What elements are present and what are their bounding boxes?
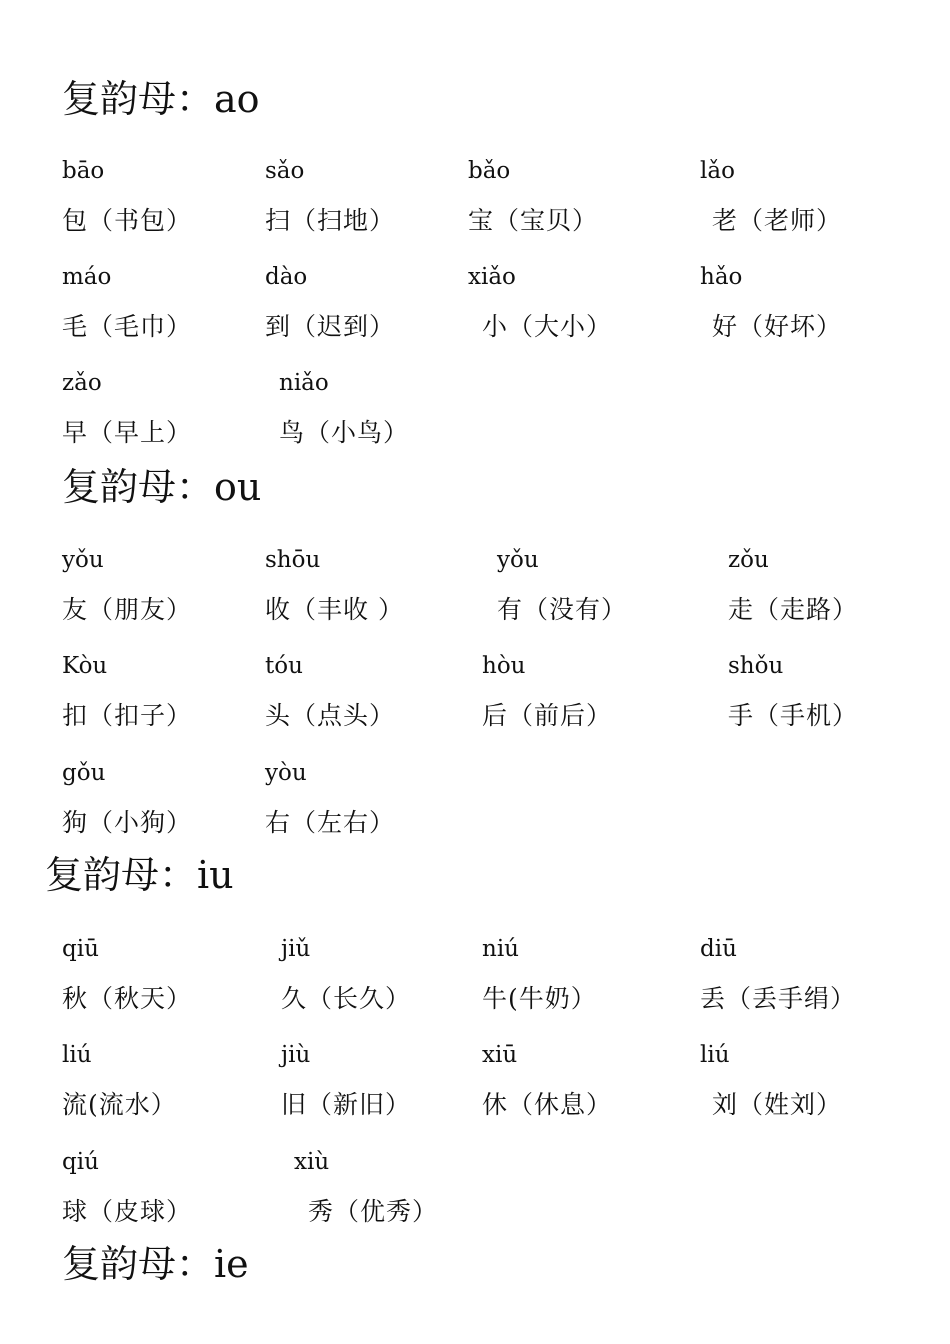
pinyin: shōu	[265, 547, 321, 573]
word: 鸟（小鸟）	[279, 418, 410, 447]
pinyin: hòu	[482, 653, 526, 679]
word: 后（前后）	[482, 701, 613, 730]
word: 扣（扣子）	[62, 701, 193, 730]
word: 手（手机）	[728, 701, 859, 730]
word: 毛（毛巾）	[62, 312, 193, 341]
word: 有（没有）	[497, 595, 628, 624]
pinyin: sǎo	[265, 158, 305, 184]
word: 早（早上）	[62, 418, 193, 447]
pinyin: zǎo	[62, 370, 102, 396]
pinyin: niú	[482, 936, 519, 962]
word: 旧（新旧）	[281, 1090, 412, 1119]
word: 秀（优秀）	[308, 1197, 439, 1226]
word: 刘（姓刘）	[712, 1090, 843, 1119]
word: 到（迟到）	[265, 312, 396, 341]
word: 休（休息）	[482, 1090, 613, 1119]
pinyin: bāo	[62, 158, 105, 184]
pinyin: qiú	[62, 1149, 99, 1175]
word: 宝（宝贝）	[468, 206, 599, 235]
word: 丢（丢手绢）	[700, 984, 857, 1013]
section-title-ao: 复韵母：ao	[62, 77, 260, 121]
word: 久（长久）	[281, 984, 412, 1013]
pinyin: xiù	[294, 1149, 330, 1175]
word: 扫（扫地）	[265, 206, 396, 235]
pinyin: dào	[265, 264, 308, 290]
word: 秋（秋天）	[62, 984, 193, 1013]
pinyin: yǒu	[62, 547, 104, 573]
word: 牛(牛奶）	[482, 984, 597, 1013]
pinyin: diū	[700, 936, 737, 962]
word: 右（左右）	[265, 808, 396, 837]
word: 流(流水）	[62, 1090, 177, 1119]
pinyin: lǎo	[700, 158, 735, 184]
word: 头（点头）	[265, 701, 396, 730]
word: 狗（小狗）	[62, 808, 193, 837]
word: 包（书包）	[62, 206, 193, 235]
pinyin: hǎo	[700, 264, 743, 290]
pinyin: xiǎo	[468, 264, 516, 290]
pinyin: jiù	[281, 1042, 311, 1068]
word: 小（大小）	[482, 312, 613, 341]
pinyin: niǎo	[279, 370, 329, 396]
pinyin: liú	[62, 1042, 92, 1068]
pinyin: xiū	[482, 1042, 518, 1068]
pinyin: shǒu	[728, 653, 784, 679]
word: 球（皮球）	[62, 1197, 193, 1226]
pinyin: zǒu	[728, 547, 769, 573]
section-title-ie: 复韵母：ie	[62, 1242, 249, 1286]
word: 友（朋友）	[62, 595, 193, 624]
pinyin: yǒu	[497, 547, 539, 573]
pinyin: máo	[62, 264, 112, 290]
word: 走（走路）	[728, 595, 859, 624]
pinyin: Kòu	[62, 653, 108, 679]
word: 收（丰收 ）	[265, 595, 404, 624]
word: 老（老师）	[712, 206, 843, 235]
pinyin: gǒu	[62, 760, 106, 786]
section-title-ou: 复韵母：ou	[62, 465, 262, 509]
pinyin: jiǔ	[281, 936, 311, 962]
pinyin: qiū	[62, 936, 99, 962]
word: 好（好坏）	[712, 312, 843, 341]
pinyin: bǎo	[468, 158, 511, 184]
pinyin: liú	[700, 1042, 730, 1068]
pinyin: tóu	[265, 653, 303, 679]
section-title-iu: 复韵母：iu	[45, 853, 234, 897]
pinyin: yòu	[265, 760, 307, 786]
